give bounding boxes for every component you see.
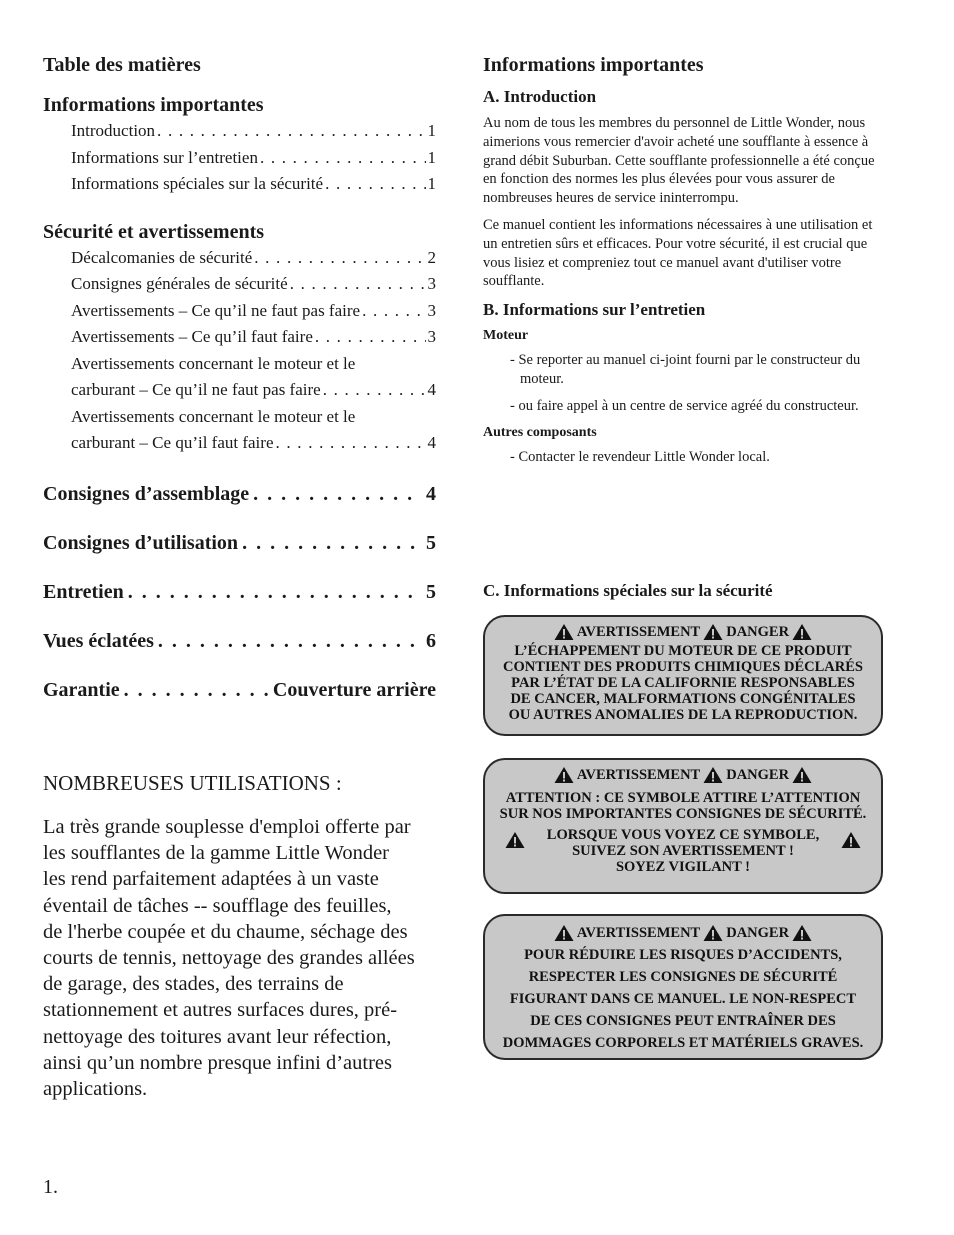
manual-paragraph: Ce manuel contient les informations nécessaires à une utilisation et un entretien sûrs et efficaces. Pour votre sécurité, il est crucial que vous lisiez et compreniez tout ce manuel avant d'utiliser votre soufflante. [483,216,873,290]
warning-triangle-icon [554,766,574,784]
uses-line: stationnement et autres surfaces dures, pré- [43,999,398,1022]
toc-main-entry: Vues éclatées . . . 6 [43,628,436,654]
avertissement-label: AVERTISSEMENT [576,767,701,783]
warning-text-line: DOMMAGES CORPORELS ET MATÉRIELS GRAVES. [502,1035,864,1051]
warning-triangle-icon [792,924,812,942]
toc-section-heading: Informations importantes [43,94,264,116]
warning-text-line: CONTIENT DES PRODUITS CHIMIQUES DÉCLARÉS [503,659,863,675]
warning-header [485,922,881,944]
toc-entry: carburant – Ce qu’il faut faire . . . 4 [71,430,436,457]
toc-entry: Décalcomanies de sécurité . . . 2 [71,245,436,272]
toc-entry: Avertissements – Ce qu’il ne faut pas faire . . . 3 [71,298,436,325]
uses-line: de l'herbe coupée et du chaume, séchage des [43,920,408,943]
warning-triangle-icon [703,924,723,942]
warning-text-line: LORSQUE VOUS VOYEZ CE SYMBOLE, [546,827,820,843]
warning-triangle-icon [792,766,812,784]
engine-heading: Moteur [483,328,529,344]
uses-paragraph [43,814,448,1102]
warning-text-line: ATTENTION : CE SYMBOLE ATTIRE L’ATTENTION [505,790,861,806]
danger-label: DANGER [726,624,790,640]
warning-box-symbol [483,758,883,894]
uses-heading: NOMBREUSES UTILISATIONS : [43,771,342,795]
warning-header [485,766,881,784]
table-of-contents [43,52,443,1101]
danger-label: DANGER [726,925,790,941]
warning-text-line: L’ÉCHAPPEMENT DU MOTEUR DE CE PRODUIT [514,643,852,659]
uses-line: courts de tennis, nettoyage des grandes allées [43,947,415,970]
warning-triangle-icon [505,831,525,849]
warning-box-california [483,615,883,736]
uses-line: nettoyage des toitures avant leur réfection, [43,1025,392,1048]
warning-text-line: DE CES CONSIGNES PEUT ENTRAÎNER DES [530,1013,836,1029]
warning-triangle-icon [841,831,861,849]
toc-section-heading: Sécurité et avertissements [43,220,265,243]
engine-bullet: - Se reporter au manuel ci-joint fourni par le constructeur du moteur. [510,352,861,387]
toc-main-entry: Garantie . . . Couverture arrière [43,677,436,703]
warning-triangle-icon [703,766,723,784]
uses-line: ainsi qu’un nombre presque infini d’autres [43,1051,392,1074]
toc-main-entry: Entretien . . . 5 [43,579,436,605]
other-components-bullet: - Contacter le revendeur Little Wonder local. [510,448,770,465]
warning-header [485,623,881,641]
toc-entry: Avertissements – Ce qu’il faut faire . . . 3 [71,324,436,351]
intro-paragraph: Au nom de tous les membres du personnel de Little Wonder, nous aimerions vous remercier d'avoir acheté une soufflante à essence à grand débit Suburban. Cette soufflante professionnelle a été conçue en fonction des normes les plus élevées pour vous assurer de nombreuses heures de service ininterrompu. [483,115,875,207]
page-number: 1. [43,1176,58,1198]
warning-triangle-icon [554,623,574,641]
section-a-heading: A. Introduction [483,87,597,106]
warning-box-accidents [483,914,883,1060]
uses-line: éventail de tâches -- soufflage des feuilles, [43,894,392,917]
section-b-heading: B. Informations sur l’entretien [483,300,706,320]
uses-line: les rend parfaitement adaptées à un vaste [43,868,379,891]
toc-entry: Consignes générales de sécurité . . . 3 [71,271,436,298]
warning-text-line: PAR L’ÉTAT DE LA CALIFORNIE RESPONSABLES [511,675,855,691]
danger-label: DANGER [726,767,790,783]
warning-text-line: SUR NOS IMPORTANTES CONSIGNES DE SÉCURITÉ. [499,806,867,822]
engine-bullet: - ou faire appel à un centre de service agréé du constructeur. [510,397,859,414]
toc-title: Table des matières [43,54,201,76]
warning-triangle-icon [554,924,574,942]
warning-text-line: OU AUTRES ANOMALIES DE LA REPRODUCTION. [508,707,858,723]
warning-text-line: SOYEZ VIGILANT ! [615,859,751,875]
avertissement-label: AVERTISSEMENT [576,624,701,640]
toc-entry: Introduction . . . 1 [71,118,436,145]
toc-entry: Informations spéciales sur la sécurité . . . 1 [71,171,436,198]
toc-entry-first-line: Avertissements concernant le moteur et le [71,406,356,426]
toc-entry: carburant – Ce qu’il ne faut pas faire . . . 4 [71,377,436,404]
avertissement-label: AVERTISSEMENT [576,925,701,941]
warning-text-line: FIGURANT DANS CE MANUEL. LE NON-RESPECT [509,991,857,1007]
other-components-heading: Autres composants [483,424,597,440]
uses-line: applications. [43,1078,148,1101]
uses-line: les soufflantes de la gamme Little Wonder [43,842,389,865]
warning-text-line: RESPECTER LES CONSIGNES DE SÉCURITÉ [528,969,838,985]
uses-line: de garage, des stades, des terrains de [43,973,344,996]
toc-main-entry: Consignes d’utilisation . . . 5 [43,530,436,556]
warning-text-line: SUIVEZ SON AVERTISSEMENT ! [572,843,794,859]
toc-entry-first-line: Avertissements concernant le moteur et le [71,353,356,373]
warning-triangle-icon [792,623,812,641]
warning-bottom-group [485,827,881,875]
warning-triangle-icon [703,623,723,641]
uses-line: La très grande souplesse d'emploi offerte par [43,816,411,838]
toc-entry: Informations sur l’entretien . . . 1 [71,145,436,172]
warning-text-line: DE CANCER, MALFORMATIONS CONGÉNITALES [510,691,856,707]
section-c-heading: C. Informations spéciales sur la sécurité [483,581,773,600]
important-info [483,52,883,474]
toc-main-entry: Consignes d’assemblage . . . 4 [43,481,436,507]
info-title: Informations importantes [483,54,704,76]
warning-text-line: POUR RÉDUIRE LES RISQUES D’ACCIDENTS, [524,947,842,963]
